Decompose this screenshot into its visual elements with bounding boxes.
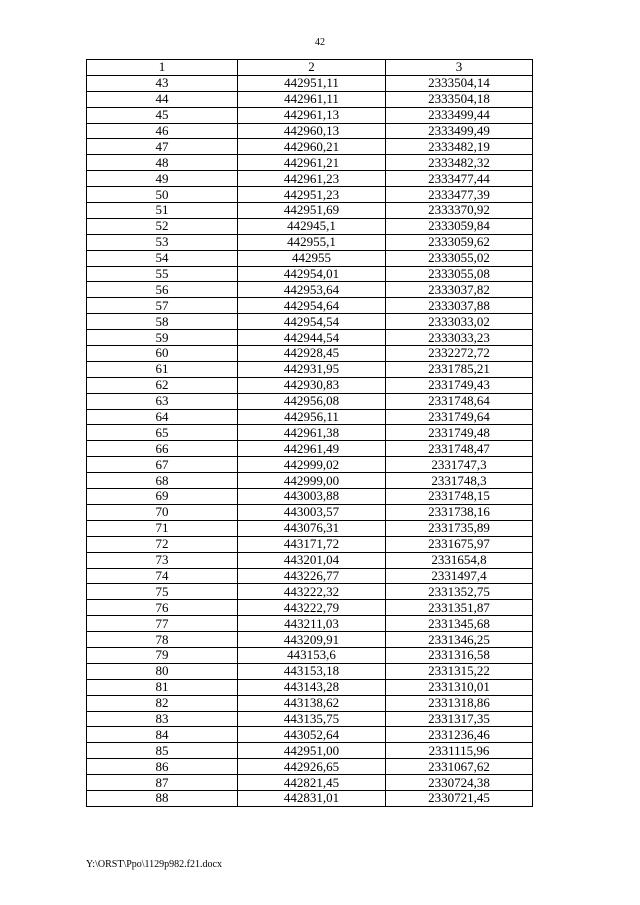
point-number-cell: 73: [87, 552, 238, 568]
x-coordinate-cell: 443209,91: [238, 632, 386, 648]
x-coordinate-cell: 443226,77: [238, 568, 386, 584]
y-coordinate-cell: 2333059,62: [386, 234, 533, 250]
y-coordinate-cell: 2333055,02: [386, 250, 533, 266]
x-coordinate-cell: 442956,08: [238, 393, 386, 409]
y-coordinate-cell: 2331497,4: [386, 568, 533, 584]
x-coordinate-cell: 442953,64: [238, 282, 386, 298]
x-coordinate-cell: 443171,72: [238, 536, 386, 552]
table-row: [87, 790, 533, 806]
y-coordinate-cell: 2331115,96: [386, 743, 533, 759]
y-coordinate-cell: 2331346,25: [386, 632, 533, 648]
y-coordinate-cell: 2331748,15: [386, 489, 533, 505]
y-coordinate-cell: 2333482,32: [386, 155, 533, 171]
y-coordinate-cell: 2333499,44: [386, 107, 533, 123]
x-coordinate-cell: 443076,31: [238, 520, 386, 536]
x-coordinate-cell: 442931,95: [238, 361, 386, 377]
point-number-cell: 55: [87, 266, 238, 282]
y-coordinate-cell: 2331316,58: [386, 647, 533, 663]
x-coordinate-cell: 443211,03: [238, 616, 386, 632]
y-coordinate-cell: 2331785,21: [386, 361, 533, 377]
x-coordinate-cell: 442928,45: [238, 346, 386, 362]
y-coordinate-cell: 2332272,72: [386, 346, 533, 362]
point-number-cell: 79: [87, 647, 238, 663]
x-coordinate-cell: 442961,13: [238, 107, 386, 123]
point-number-cell: 66: [87, 441, 238, 457]
x-coordinate-cell: 442955,1: [238, 234, 386, 250]
table-row: [87, 123, 533, 139]
point-number-cell: 88: [87, 790, 238, 806]
table-row: [87, 520, 533, 536]
table-row: [87, 91, 533, 107]
y-coordinate-cell: 2333504,18: [386, 91, 533, 107]
point-number-cell: 43: [87, 75, 238, 91]
y-coordinate-cell: 2331345,68: [386, 616, 533, 632]
y-coordinate-cell: 2333477,44: [386, 171, 533, 187]
x-coordinate-cell: 443143,28: [238, 679, 386, 695]
table-row: [87, 504, 533, 520]
point-number-cell: 74: [87, 568, 238, 584]
point-number-cell: 65: [87, 425, 238, 441]
point-number-cell: 57: [87, 298, 238, 314]
table-row: [87, 663, 533, 679]
point-number-cell: 63: [87, 393, 238, 409]
table-row: [87, 568, 533, 584]
y-coordinate-cell: 2333055,08: [386, 266, 533, 282]
table-body: [87, 75, 533, 806]
point-number-cell: 58: [87, 314, 238, 330]
point-number-cell: 46: [87, 123, 238, 139]
point-number-cell: 81: [87, 679, 238, 695]
point-number-cell: 59: [87, 330, 238, 346]
y-coordinate-cell: 2333037,88: [386, 298, 533, 314]
point-number-cell: 78: [87, 632, 238, 648]
x-coordinate-cell: 442951,11: [238, 75, 386, 91]
y-coordinate-cell: 2331310,01: [386, 679, 533, 695]
x-coordinate-cell: 442961,11: [238, 91, 386, 107]
table-row: [87, 218, 533, 234]
table-row: [87, 393, 533, 409]
y-coordinate-cell: 2330721,45: [386, 790, 533, 806]
point-number-cell: 84: [87, 727, 238, 743]
coordinates-table: [86, 59, 533, 807]
table-row: [87, 314, 533, 330]
point-number-cell: 61: [87, 361, 238, 377]
x-coordinate-cell: 442961,49: [238, 441, 386, 457]
point-number-cell: 71: [87, 520, 238, 536]
x-coordinate-cell: 442956,11: [238, 409, 386, 425]
table-row: [87, 775, 533, 791]
y-coordinate-cell: 2333033,02: [386, 314, 533, 330]
column-header-3: 3: [386, 60, 533, 76]
table-row: [87, 425, 533, 441]
point-number-cell: 48: [87, 155, 238, 171]
y-coordinate-cell: 2331352,75: [386, 584, 533, 600]
y-coordinate-cell: 2333370,92: [386, 203, 533, 219]
x-coordinate-cell: 442821,45: [238, 775, 386, 791]
x-coordinate-cell: 443201,04: [238, 552, 386, 568]
point-number-cell: 53: [87, 234, 238, 250]
y-coordinate-cell: 2333504,14: [386, 75, 533, 91]
y-coordinate-cell: 2331067,62: [386, 759, 533, 775]
table-row: [87, 409, 533, 425]
point-number-cell: 83: [87, 711, 238, 727]
point-number-cell: 62: [87, 377, 238, 393]
x-coordinate-cell: 442945,1: [238, 218, 386, 234]
y-coordinate-cell: 2333037,82: [386, 282, 533, 298]
point-number-cell: 87: [87, 775, 238, 791]
point-number-cell: 50: [87, 187, 238, 203]
x-coordinate-cell: 443222,32: [238, 584, 386, 600]
x-coordinate-cell: 442954,64: [238, 298, 386, 314]
point-number-cell: 47: [87, 139, 238, 155]
x-coordinate-cell: 442999,00: [238, 473, 386, 489]
x-coordinate-cell: 442831,01: [238, 790, 386, 806]
table-header-row: [87, 60, 533, 76]
point-number-cell: 49: [87, 171, 238, 187]
table-row: [87, 552, 533, 568]
point-number-cell: 80: [87, 663, 238, 679]
y-coordinate-cell: 2331748,64: [386, 393, 533, 409]
x-coordinate-cell: 442961,38: [238, 425, 386, 441]
y-coordinate-cell: 2331318,86: [386, 695, 533, 711]
table-row: [87, 457, 533, 473]
x-coordinate-cell: 443153,18: [238, 663, 386, 679]
y-coordinate-cell: 2331749,48: [386, 425, 533, 441]
table-row: [87, 155, 533, 171]
point-number-cell: 44: [87, 91, 238, 107]
x-coordinate-cell: 443135,75: [238, 711, 386, 727]
y-coordinate-cell: 2331236,46: [386, 727, 533, 743]
page-number: 42: [315, 37, 325, 48]
x-coordinate-cell: 442926,65: [238, 759, 386, 775]
file-path-footer: Y:\ORST\Ppo\1129p982.f21.docx: [86, 859, 222, 870]
point-number-cell: 68: [87, 473, 238, 489]
x-coordinate-cell: 442954,01: [238, 266, 386, 282]
table-row: [87, 139, 533, 155]
point-number-cell: 72: [87, 536, 238, 552]
x-coordinate-cell: 443222,79: [238, 600, 386, 616]
table-row: [87, 361, 533, 377]
point-number-cell: 67: [87, 457, 238, 473]
table-row: [87, 536, 533, 552]
x-coordinate-cell: 442951,00: [238, 743, 386, 759]
table-row: [87, 377, 533, 393]
y-coordinate-cell: 2331748,47: [386, 441, 533, 457]
table-row: [87, 234, 533, 250]
x-coordinate-cell: 442944,54: [238, 330, 386, 346]
y-coordinate-cell: 2333482,19: [386, 139, 533, 155]
point-number-cell: 82: [87, 695, 238, 711]
point-number-cell: 76: [87, 600, 238, 616]
y-coordinate-cell: 2333499,49: [386, 123, 533, 139]
table-row: [87, 727, 533, 743]
column-header-2: 2: [238, 60, 386, 76]
x-coordinate-cell: 442961,21: [238, 155, 386, 171]
y-coordinate-cell: 2331749,43: [386, 377, 533, 393]
point-number-cell: 85: [87, 743, 238, 759]
table-row: [87, 600, 533, 616]
x-coordinate-cell: 443003,57: [238, 504, 386, 520]
point-number-cell: 56: [87, 282, 238, 298]
table-row: [87, 616, 533, 632]
point-number-cell: 64: [87, 409, 238, 425]
table-row: [87, 632, 533, 648]
x-coordinate-cell: 443052,64: [238, 727, 386, 743]
point-number-cell: 77: [87, 616, 238, 632]
table-row: [87, 759, 533, 775]
point-number-cell: 86: [87, 759, 238, 775]
x-coordinate-cell: 442951,23: [238, 187, 386, 203]
y-coordinate-cell: 2331749,64: [386, 409, 533, 425]
table-row: [87, 711, 533, 727]
point-number-cell: 54: [87, 250, 238, 266]
x-coordinate-cell: 442960,13: [238, 123, 386, 139]
table-row: [87, 346, 533, 362]
column-header-1: 1: [87, 60, 238, 76]
y-coordinate-cell: 2331738,16: [386, 504, 533, 520]
y-coordinate-cell: 2331747,3: [386, 457, 533, 473]
y-coordinate-cell: 2331654,8: [386, 552, 533, 568]
x-coordinate-cell: 443153,6: [238, 647, 386, 663]
x-coordinate-cell: 442999,02: [238, 457, 386, 473]
point-number-cell: 52: [87, 218, 238, 234]
table-row: [87, 266, 533, 282]
point-number-cell: 69: [87, 489, 238, 505]
table-row: [87, 584, 533, 600]
table-row: [87, 330, 533, 346]
table-row: [87, 743, 533, 759]
y-coordinate-cell: 2331748,3: [386, 473, 533, 489]
table-row: [87, 298, 533, 314]
point-number-cell: 45: [87, 107, 238, 123]
table-row: [87, 282, 533, 298]
table-row: [87, 647, 533, 663]
x-coordinate-cell: 442954,54: [238, 314, 386, 330]
y-coordinate-cell: 2333033,23: [386, 330, 533, 346]
y-coordinate-cell: 2331351,87: [386, 600, 533, 616]
point-number-cell: 75: [87, 584, 238, 600]
x-coordinate-cell: 442961,23: [238, 171, 386, 187]
table-row: [87, 187, 533, 203]
table-row: [87, 171, 533, 187]
table-row: [87, 441, 533, 457]
table-row: [87, 75, 533, 91]
x-coordinate-cell: 442951,69: [238, 203, 386, 219]
x-coordinate-cell: 442930,83: [238, 377, 386, 393]
point-number-cell: 70: [87, 504, 238, 520]
table-row: [87, 107, 533, 123]
table-row: [87, 473, 533, 489]
table-row: [87, 679, 533, 695]
y-coordinate-cell: 2331675,97: [386, 536, 533, 552]
y-coordinate-cell: 2331735,89: [386, 520, 533, 536]
x-coordinate-cell: 443003,88: [238, 489, 386, 505]
table-row: [87, 695, 533, 711]
x-coordinate-cell: 442960,21: [238, 139, 386, 155]
y-coordinate-cell: 2333059,84: [386, 218, 533, 234]
y-coordinate-cell: 2331317,35: [386, 711, 533, 727]
table-row: [87, 250, 533, 266]
y-coordinate-cell: 2333477,39: [386, 187, 533, 203]
point-number-cell: 51: [87, 203, 238, 219]
table-row: [87, 203, 533, 219]
table-row: [87, 489, 533, 505]
x-coordinate-cell: 443138,62: [238, 695, 386, 711]
y-coordinate-cell: 2331315,22: [386, 663, 533, 679]
y-coordinate-cell: 2330724,38: [386, 775, 533, 791]
point-number-cell: 60: [87, 346, 238, 362]
x-coordinate-cell: 442955: [238, 250, 386, 266]
